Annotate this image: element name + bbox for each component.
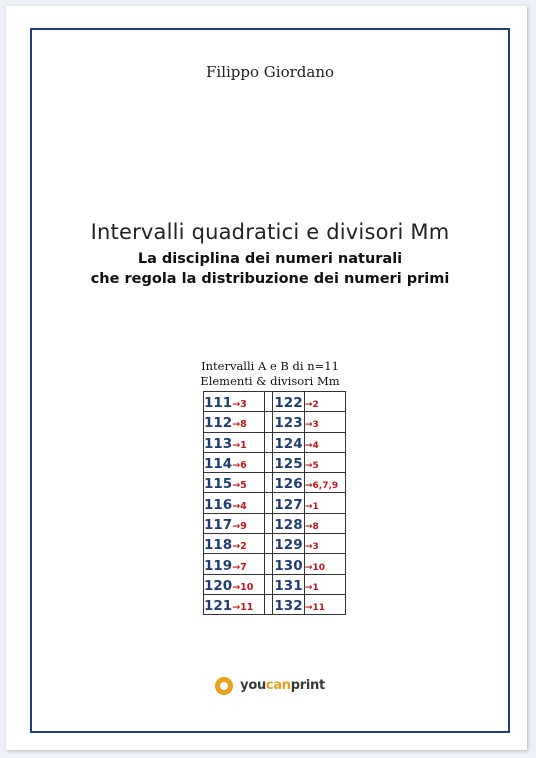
interval-b-divisor: →3 bbox=[305, 542, 319, 553]
interval-b-number: 128 bbox=[274, 516, 303, 533]
table-caption-line-1: Intervalli A e B di n=11 bbox=[201, 359, 339, 373]
column-separator bbox=[265, 594, 273, 614]
interval-b-cell bbox=[273, 534, 305, 554]
column-separator bbox=[265, 534, 273, 554]
interval-b-number: 125 bbox=[274, 456, 303, 473]
column-separator bbox=[265, 513, 273, 533]
interval-a-divisor: →5 bbox=[232, 480, 247, 492]
interval-b-cell bbox=[273, 493, 305, 513]
table-row bbox=[204, 554, 346, 574]
divisors-table bbox=[203, 391, 346, 615]
interval-a-number: 117 bbox=[204, 516, 233, 533]
interval-a-divisor: →2 bbox=[232, 541, 247, 553]
table-row bbox=[204, 493, 346, 513]
interval-b-divisor: →1 bbox=[305, 582, 319, 593]
interval-a-cell bbox=[204, 473, 265, 493]
table-row bbox=[204, 594, 346, 614]
interval-a-number: 121 bbox=[204, 598, 233, 615]
interval-a-number: 111 bbox=[204, 395, 233, 412]
column-separator bbox=[265, 473, 273, 493]
interval-b-divisor: →2 bbox=[305, 400, 319, 411]
interval-a-cell bbox=[204, 513, 265, 533]
column-separator bbox=[265, 432, 273, 452]
interval-b-cell bbox=[273, 452, 305, 472]
interval-b-number: 122 bbox=[274, 395, 303, 412]
interval-b-cell bbox=[273, 513, 305, 533]
table-row bbox=[204, 473, 346, 493]
interval-b-cell bbox=[273, 473, 305, 493]
interval-a-number: 120 bbox=[204, 577, 233, 594]
interval-a-cell bbox=[204, 574, 265, 594]
publisher-name: youcanprint bbox=[240, 678, 325, 693]
column-separator bbox=[265, 493, 273, 513]
interval-b-cell bbox=[273, 554, 305, 574]
column-separator bbox=[265, 574, 273, 594]
interval-a-divisor: →7 bbox=[232, 561, 247, 573]
interval-b-divisor: →5 bbox=[305, 461, 319, 472]
interval-b-divisor-cell bbox=[305, 513, 346, 533]
column-separator bbox=[265, 452, 273, 472]
interval-a-divisor: →11 bbox=[232, 602, 254, 614]
interval-a-divisor: →8 bbox=[232, 419, 247, 431]
subtitle-line-1: La disciplina dei numeri naturali bbox=[137, 251, 403, 267]
interval-a-cell bbox=[204, 452, 265, 472]
interval-a-cell bbox=[204, 412, 265, 432]
column-separator bbox=[265, 554, 273, 574]
interval-b-divisor-cell bbox=[305, 594, 346, 614]
interval-a-divisor: →1 bbox=[232, 439, 247, 451]
table-row bbox=[204, 432, 346, 452]
book-cover bbox=[6, 6, 527, 750]
interval-b-divisor-cell bbox=[305, 432, 346, 452]
interval-a-cell bbox=[204, 432, 265, 452]
interval-a-number: 119 bbox=[204, 557, 233, 574]
interval-a-number: 114 bbox=[204, 456, 233, 473]
publisher-logo-icon bbox=[215, 677, 233, 695]
table-row bbox=[204, 513, 346, 533]
interval-a-cell bbox=[204, 493, 265, 513]
table-row bbox=[204, 392, 346, 412]
interval-b-divisor-cell bbox=[305, 392, 346, 412]
table-caption bbox=[32, 359, 508, 389]
interval-b-number: 124 bbox=[274, 435, 303, 452]
author-name: Filippo Giordano bbox=[205, 63, 335, 81]
interval-b-divisor-cell bbox=[305, 554, 346, 574]
interval-a-cell bbox=[204, 554, 265, 574]
divisors-table-body bbox=[204, 392, 346, 615]
interval-a-number: 116 bbox=[204, 496, 233, 513]
interval-b-divisor-cell bbox=[305, 574, 346, 594]
interval-b-divisor: →6,7,9 bbox=[305, 481, 339, 492]
column-separator bbox=[265, 412, 273, 432]
interval-b-divisor-cell bbox=[305, 473, 346, 493]
interval-a-number: 113 bbox=[204, 435, 233, 452]
interval-b-cell bbox=[273, 594, 305, 614]
interval-b-number: 127 bbox=[274, 496, 303, 513]
interval-b-divisor: →3 bbox=[305, 420, 319, 431]
interval-a-divisor: →10 bbox=[232, 581, 254, 593]
interval-b-divisor-cell bbox=[305, 534, 346, 554]
interval-a-number: 112 bbox=[204, 415, 233, 432]
interval-b-divisor: →8 bbox=[305, 521, 319, 532]
interval-a-number: 115 bbox=[204, 476, 233, 493]
table-row bbox=[204, 574, 346, 594]
interval-b-divisor-cell bbox=[305, 452, 346, 472]
interval-a-cell bbox=[204, 534, 265, 554]
table-caption-line-2: Elementi & divisori Mm bbox=[200, 374, 340, 388]
interval-b-cell bbox=[273, 412, 305, 432]
interval-a-divisor: →4 bbox=[232, 500, 247, 512]
interval-b-number: 131 bbox=[274, 577, 303, 594]
interval-b-cell bbox=[273, 574, 305, 594]
column-separator bbox=[265, 392, 273, 412]
interval-a-cell bbox=[204, 594, 265, 614]
interval-a-cell bbox=[204, 392, 265, 412]
interval-b-number: 132 bbox=[274, 598, 303, 615]
subtitle-line-2: che regola la distribuzione dei numeri primi bbox=[90, 271, 450, 287]
cover-frame bbox=[30, 28, 510, 733]
table-row bbox=[204, 452, 346, 472]
interval-a-divisor: →9 bbox=[232, 520, 247, 532]
interval-b-number: 130 bbox=[274, 557, 303, 574]
interval-b-divisor: →11 bbox=[305, 603, 326, 614]
interval-b-divisor-cell bbox=[305, 412, 346, 432]
interval-b-cell bbox=[273, 392, 305, 412]
interval-b-number: 129 bbox=[274, 537, 303, 554]
interval-b-cell bbox=[273, 432, 305, 452]
interval-a-number: 118 bbox=[204, 537, 233, 554]
interval-a-divisor: →3 bbox=[232, 399, 247, 411]
interval-b-number: 126 bbox=[274, 476, 303, 493]
interval-b-divisor-cell bbox=[305, 493, 346, 513]
interval-b-number: 123 bbox=[274, 415, 303, 432]
publisher-logo bbox=[32, 675, 508, 695]
interval-a-divisor: →6 bbox=[232, 460, 247, 472]
table-row bbox=[204, 412, 346, 432]
book-title: Intervalli quadratici e divisori Mm bbox=[90, 220, 450, 244]
interval-b-divisor: →10 bbox=[305, 562, 326, 573]
interval-b-divisor: →1 bbox=[305, 501, 319, 512]
interval-b-divisor: →4 bbox=[305, 440, 319, 451]
table-row bbox=[204, 534, 346, 554]
book-subtitle bbox=[32, 249, 508, 289]
